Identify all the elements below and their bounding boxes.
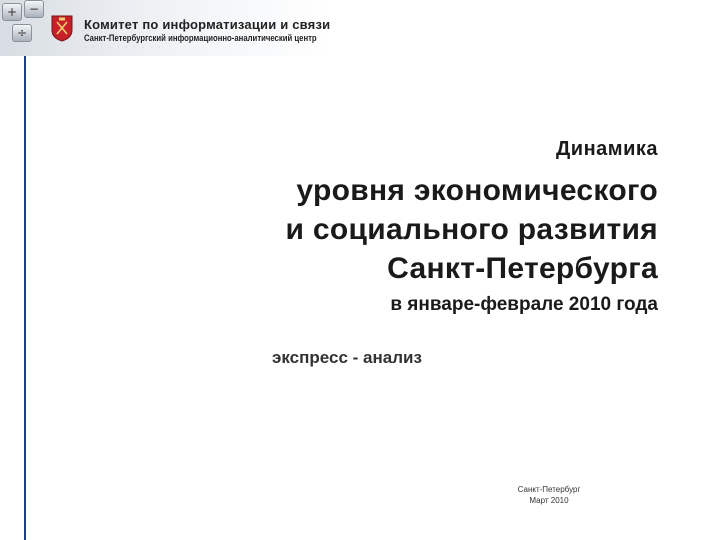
org-title: Комитет по информатизации и связи — [84, 17, 330, 32]
subtitle-express-analysis: экспресс - анализ — [272, 348, 422, 367]
title-block — [286, 138, 658, 316]
city-emblem-icon — [50, 14, 74, 42]
plus-key-icon: + — [2, 3, 22, 21]
accent-vertical-line — [24, 56, 26, 540]
divide-key-icon: ÷ — [12, 24, 32, 42]
header-banner — [0, 0, 330, 56]
title-intro: Динамика — [556, 138, 658, 160]
title-line-2: и социального развития — [285, 213, 658, 246]
minus-key-icon: − — [24, 0, 44, 18]
footer-place: Санкт-Петербург — [517, 485, 581, 494]
calculator-keys-graphic — [0, 0, 48, 56]
footer-date: Март 2010 — [529, 496, 569, 505]
title-line-1: уровня экономического — [296, 174, 658, 207]
decorative-ruler: · · · · · · · · · · — [84, 44, 163, 51]
org-subtitle: Санкт-Петербургский информационно-аналитический центр — [84, 33, 317, 43]
title-line-3: Санкт-Петербурга — [387, 252, 658, 285]
title-period: в январе-феврале 2010 года — [390, 294, 658, 315]
